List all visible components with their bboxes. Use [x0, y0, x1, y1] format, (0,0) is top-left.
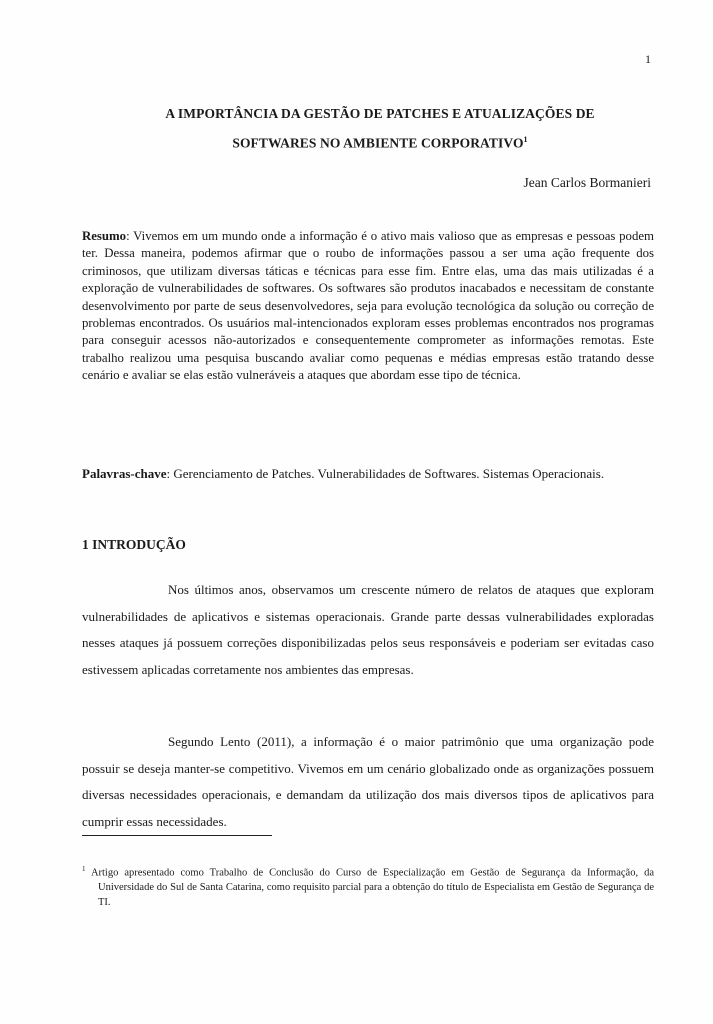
footnote-marker: 1	[82, 865, 86, 873]
footnote-text: Artigo apresentado como Trabalho de Conclusão do Curso de Especialização em Gestão de Segurança da Informação, da Universidade do Sul de Santa Catarina, como requisito parcial para a obtenção do título de Especialista em Gestão de Segurança de TI.	[90, 867, 654, 908]
author-name: Jean Carlos Bormanieri	[523, 175, 651, 190]
paper-title	[80, 101, 680, 157]
body-paragraph: Nos últimos anos, observamos um crescente número de relatos de ataques que exploram vulnerabilidades de aplicativos e sistemas operacionais. Grande parte dessas vulnerabilidades exploradas nesses ataques já possuem correções disponibilizadas pelos seus responsáveis e poderiam ser evitadas caso estivessem aplicadas corretamente nos ambientes das empresas.	[82, 582, 654, 677]
title-line-2-text: SOFTWARES NO AMBIENTE CORPORATIVO	[232, 135, 524, 151]
title-line-1: A IMPORTÂNCIA DA GESTÃO DE PATCHES E ATUALIZAÇÕES DE	[165, 106, 595, 121]
abstract-text: : Vivemos em um mundo onde a informação é o ativo mais valioso que as empresas e pessoas podem ter. Dessa maneira, podemos afirmar que o roubo de informações passou a ser uma ação frequente dos criminosos, que utilizam diversas táticas e técnicas para esse fim. Entre elas, uma das mais utilizadas é a exploração de vulnerabilidades de softwares. Os softwares são produtos inacabados e necessitam de constante desenvolvimento por parte de seus desenvolvedores, seja para evolução tecnológica da solução ou correção de problemas encontrados. Os usuários mal-intencionados exploram esses problemas encontrados nos programas para conseguir acessos não-autorizados e consequentemente comprometer as informações remotas. Este trabalho realizou uma pesquisa buscando avaliar como pequenas e médias empresas estão tratando desse cenário e avaliar se elas estão vulneráveis a ataques que abordam esse tipo de técnica.	[82, 229, 654, 383]
keywords	[82, 462, 654, 485]
abstract-label: Resumo	[82, 229, 127, 243]
keywords-text: : Gerenciamento de Patches. Vulnerabilidades de Softwares. Sistemas Operacionais.	[166, 466, 605, 481]
keywords-label: Palavras-chave	[82, 466, 167, 481]
footnote	[82, 862, 654, 910]
page-number: 1	[645, 52, 651, 66]
abstract	[82, 228, 654, 385]
body-paragraph: Segundo Lento (2011), a informação é o maior patrimônio que uma organização pode possuir se deseja manter-se competitivo. Vivemos em um cenário globalizado onde as organizações possuem diversas necessidades operacionais, e demandam da utilização dos mais diversos tipos de aplicativos para cumprir essas necessidades.	[82, 734, 654, 829]
footnote-divider	[82, 835, 272, 836]
title-line-2	[80, 127, 680, 157]
title-footnote-marker: 1	[523, 135, 528, 144]
section-heading: 1 INTRODUÇÃO	[82, 537, 186, 552]
